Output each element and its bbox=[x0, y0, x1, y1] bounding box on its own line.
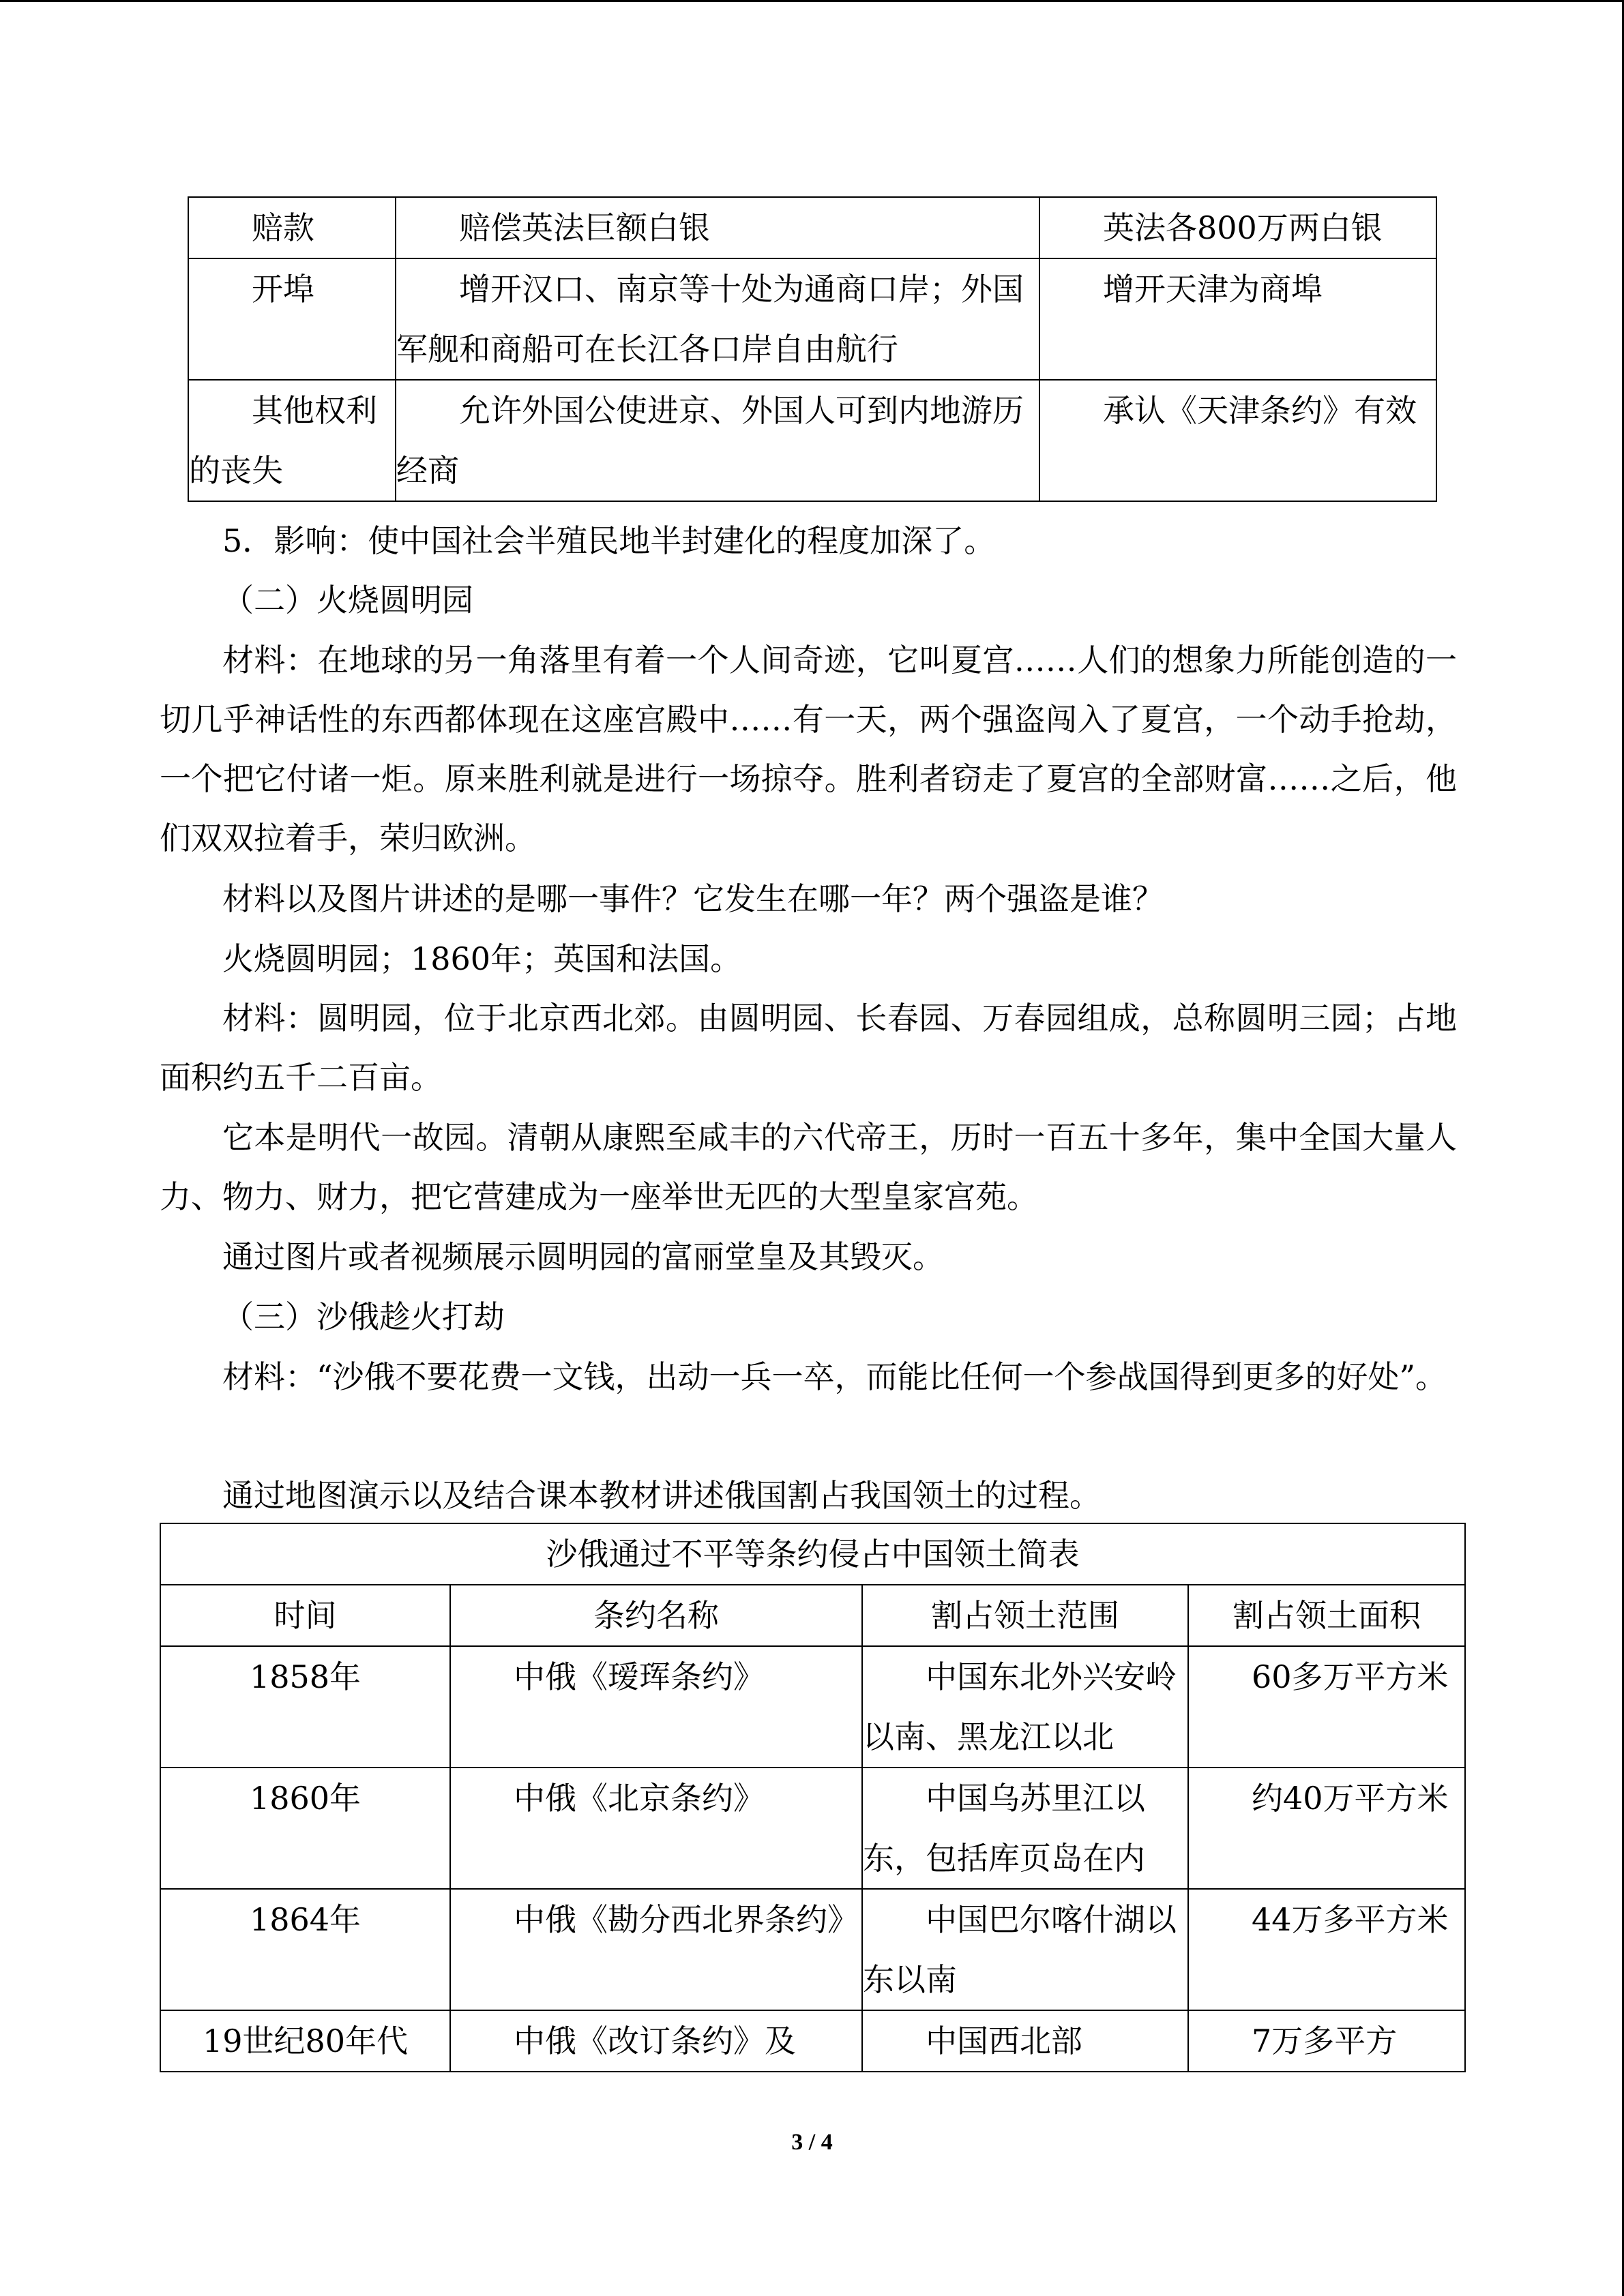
table-cell: 60多万平方米 bbox=[1188, 1646, 1465, 1768]
answer-paragraph: 火烧圆明园；1860年；英国和法国。 bbox=[222, 940, 742, 977]
territory-table bbox=[160, 1523, 1466, 2072]
table-cell: 中国乌苏里江以东，包括库页岛在内 bbox=[862, 1768, 1188, 1889]
table-cell: 增开天津为商埠 bbox=[1039, 258, 1436, 380]
body-paragraph: 通过地图演示以及结合课本教材讲述俄国割占我国领土的过程。 bbox=[222, 1477, 1101, 1514]
table-cell: 中国东北外兴安岭以南、黑龙江以北 bbox=[862, 1646, 1188, 1768]
material-paragraph: 材料：在地球的另一角落里有着一个人间奇迹，它叫夏宫……人们的想象力所能创造的一切几乎神话性的东西都体现在这座宫殿中……有一天，两个强盗闯入了夏宫，一个动手抢劫，一个把它付诸一炬。原来胜利就是进行一场掠夺。胜利者窃走了夏宫的全部财富……之后，他们双双拉着手，荣归欧洲。 bbox=[160, 642, 1457, 856]
body-paragraph: 通过图片或者视频展示圆明园的富丽堂皇及其毁灭。 bbox=[222, 1238, 944, 1275]
column-header: 时间 bbox=[160, 1585, 450, 1646]
table-cell: 承认《天津条约》有效 bbox=[1039, 380, 1436, 501]
table-cell: 19世纪80年代 bbox=[160, 2010, 450, 2072]
row-label: 其他权利的丧失 bbox=[188, 380, 396, 501]
table-row bbox=[160, 1768, 1465, 1889]
table-cell: 增开汉口、南京等十处为通商口岸；外国军舰和商船可在长江各口岸自由航行 bbox=[396, 258, 1039, 380]
table-cell: 英法各800万两白银 bbox=[1039, 197, 1436, 258]
impact-paragraph: 5．影响：使中国社会半殖民地半封建化的程度加深了。 bbox=[222, 522, 996, 559]
table-row bbox=[188, 258, 1436, 380]
table-cell: 1864年 bbox=[160, 1889, 450, 2010]
table-row bbox=[160, 1646, 1465, 1768]
column-header: 条约名称 bbox=[450, 1585, 862, 1646]
page-number: 3 / 4 bbox=[791, 2130, 833, 2155]
column-header: 割占领土面积 bbox=[1188, 1585, 1465, 1646]
material-paragraph: 材料：圆明园，位于北京西北郊。由圆明园、长春园、万春园组成，总称圆明三园；占地面积约五千二百亩。 bbox=[160, 1000, 1457, 1096]
table-row bbox=[188, 197, 1436, 258]
question-paragraph: 材料以及图片讲述的是哪一事件？它发生在哪一年？两个强盗是谁？ bbox=[222, 880, 1164, 917]
section-heading: （三）沙俄趁火打劫 bbox=[222, 1298, 505, 1335]
table-cell: 1858年 bbox=[160, 1646, 450, 1768]
treaty-comparison-table bbox=[188, 196, 1437, 502]
row-label: 赔款 bbox=[188, 197, 396, 258]
table-header-row bbox=[160, 1585, 1465, 1646]
table-cell: 中俄《北京条约》 bbox=[450, 1768, 862, 1889]
table-row bbox=[160, 1889, 1465, 2010]
table-row bbox=[188, 380, 1436, 501]
page-top-border bbox=[0, 0, 1624, 2]
table-cell: 允许外国公使进京、外国人可到内地游历经商 bbox=[396, 380, 1039, 501]
table-cell: 约40万平方米 bbox=[1188, 1768, 1465, 1889]
table-cell: 中俄《勘分西北界条约》 bbox=[450, 1889, 862, 2010]
table-cell: 赔偿英法巨额白银 bbox=[396, 197, 1039, 258]
column-header: 割占领土范围 bbox=[862, 1585, 1188, 1646]
table-cell: 中俄《改订条约》及 bbox=[450, 2010, 862, 2072]
row-label: 开埠 bbox=[188, 258, 396, 380]
table-cell: 中国巴尔喀什湖以东以南 bbox=[862, 1889, 1188, 2010]
table-row bbox=[160, 2010, 1465, 2072]
body-paragraph: 它本是明代一故园。清朝从康熙至咸丰的六代帝王，历时一百五十多年，集中全国大量人力、物力、财力，把它营建成为一座举世无匹的大型皇家宫苑。 bbox=[160, 1119, 1457, 1215]
material-paragraph: 材料：“沙俄不要花费一文钱，出动一兵一卒，而能比任何一个参战国得到更多的好处”。 bbox=[222, 1358, 1447, 1395]
table-cell: 1860年 bbox=[160, 1768, 450, 1889]
table-cell: 7万多平方 bbox=[1188, 2010, 1465, 2072]
table-cell: 44万多平方米 bbox=[1188, 1889, 1465, 2010]
section-heading: （二）火烧圆明园 bbox=[222, 582, 473, 618]
table-cell: 中俄《瑷珲条约》 bbox=[450, 1646, 862, 1768]
table-cell: 中国西北部 bbox=[862, 2010, 1188, 2072]
table-title: 沙俄通过不平等条约侵占中国领土简表 bbox=[160, 1523, 1465, 1585]
table-title-row bbox=[160, 1523, 1465, 1585]
